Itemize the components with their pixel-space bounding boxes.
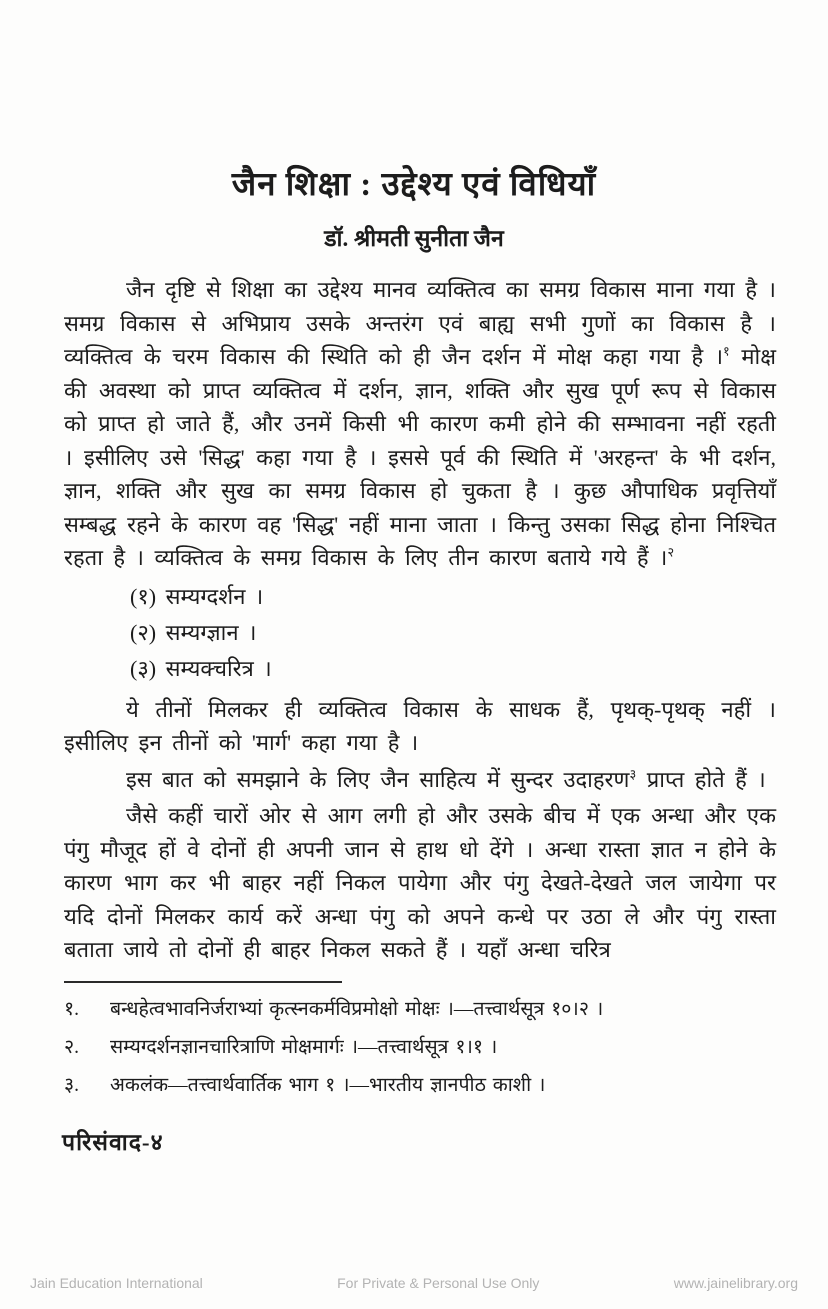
paragraph-text: ये तीनों मिलकर ही व्यक्तित्व विकास के साधक हैं, पृथक्-पृथक् नहीं । इसीलिए इन तीनों को 'मार्ग' कहा गया है । [64, 696, 776, 755]
footnote-ref: २ [667, 544, 675, 560]
list-item: (२) सम्यग्ज्ञान । [130, 619, 257, 645]
content-blocks [64, 273, 776, 967]
footer-left-text: Jain Education International [30, 1275, 203, 1291]
paragraph [64, 799, 776, 967]
footnote-ref: १ [723, 343, 730, 359]
paragraph-text: प्राप्त होते हैं । [636, 766, 766, 792]
paragraph [64, 273, 776, 575]
footnote-text: बन्धहेत्वभावनिर्जराभ्यां कृत्स्नकर्मविप्रमोक्षो मोक्षः ।—तत्त्वार्थसूत्र १०।२ । [110, 998, 604, 1020]
footnote-text: अकलंक—तत्त्वार्थवार्तिक भाग १ ।—भारतीय ज्ञानपीठ काशी । [110, 1074, 546, 1096]
footnotes-section [64, 991, 788, 1105]
page-title: जैन शिक्षा : उद्देश्य एवं विधियाँ [231, 167, 597, 203]
author-byline: डॉ. श्रीमती सुनीता जैन [324, 226, 504, 251]
page-label: परिसंवाद-४ [62, 1129, 164, 1155]
paragraph-text: जैसे कहीं चारों ओर से आग लगी हो और उसके बीच में एक अन्धा और एक पंगु मौजूद हों वे दोनों ही अपनी जान से हाथ धो देंगे । अन्धा रास्ता ज्ञात न होने के कारण भाग कर भी बाहर नहीं निकल पायेगा और पंगु देखते-देखते जल जायेगा पर यदि दोनों मिलकर कार्य करें अन्धा पंगु को अपने कन्धे पर उठा ले और पंगु रास्ता बताता जाये तो दोनों ही बाहर निकल सकते हैं । यहाँ अन्धा चरित्र [64, 803, 776, 962]
paragraph-text: जैन दृष्टि से शिक्षा का उद्देश्य मानव व्यक्तित्व का समग्र विकास माना गया है । समग्र विकास से अभिप्राय उसके अन्तरंग एवं बाह्य सभी गुणों का विकास है । व्यक्तित्व के चरम विकास की स्थिति को ही जैन दर्शन में मोक्ष कहा गया है । [64, 277, 776, 369]
footnote [64, 991, 788, 1029]
paragraph-text: मोक्ष की अवस्था को प्राप्त व्यक्तित्व में दर्शन, ज्ञान, शक्ति और सुख पूर्ण रूप से विकास को प्राप्त हो जाते हैं, और उनमें किसी भी कारण कमी होने की सम्भावना नहीं रहती । इसीलिए उसे 'सिद्ध' कहा गया है । इससे पूर्व की स्थिति में 'अरहन्त' के भी दर्शन, ज्ञान, शक्ति और सुख का समग्र विकास हो चुकता है । कुछ औपाधिक प्रवृत्तियाँ सम्बद्ध रहने के कारण वह 'सिद्ध' नहीं माना जाता । किन्तु उसका सिद्ध होना निश्चित रहता है । व्यक्तित्व के समग्र विकास के लिए तीन कारण बताये गये हैं । [64, 344, 776, 570]
list-item: (१) सम्यग्दर्शन । [130, 583, 264, 609]
footnote-ref: ३ [629, 766, 637, 782]
paragraph [64, 693, 776, 760]
paragraph [64, 763, 776, 797]
footer-center-text: For Private & Personal Use Only [337, 1275, 540, 1291]
footnote-text: सम्यग्दर्शनज्ञानचारित्राणि मोक्षमार्गः ।—तत्त्वार्थसूत्र १।१ । [110, 1036, 498, 1058]
list-item: (३) सम्यक्चरित्र । [130, 655, 272, 681]
paragraph-text: इस बात को समझाने के लिए जैन साहित्य में सुन्दर उदाहरण [126, 766, 630, 792]
numbered-list [64, 579, 776, 687]
footnote [64, 1067, 788, 1105]
footer-right-text: www.jainelibrary.org [673, 1275, 798, 1291]
footnote-divider [64, 981, 342, 983]
footnote [64, 1029, 788, 1067]
footnote-number: २. [64, 1036, 80, 1058]
footnote-number: ३. [64, 1074, 80, 1096]
scan-footer [0, 1275, 828, 1291]
footnote-number: १. [64, 998, 80, 1020]
